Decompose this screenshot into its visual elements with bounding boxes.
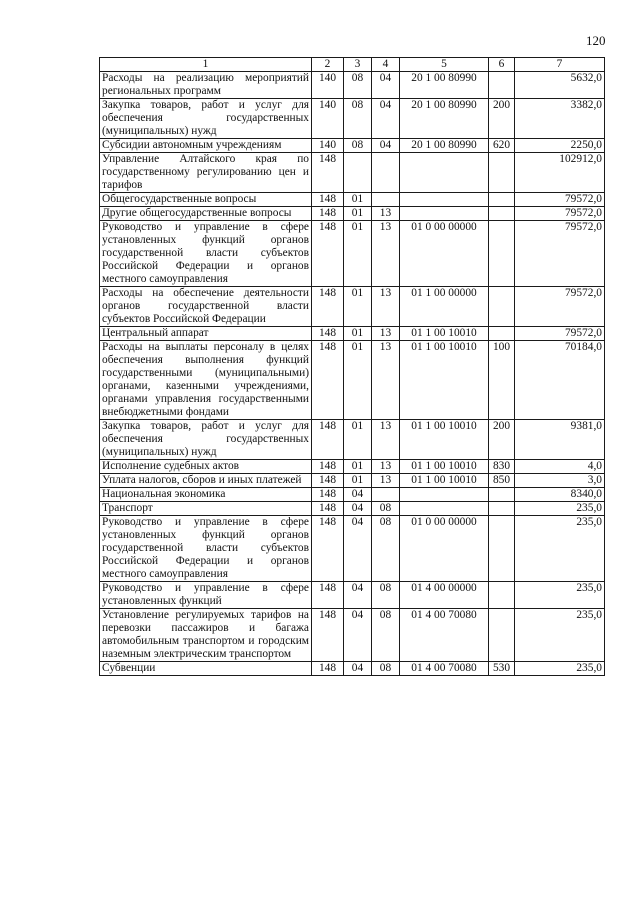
amount: 3,0	[515, 474, 605, 488]
ministry-code: 148	[312, 516, 344, 582]
table-row	[100, 207, 605, 221]
subsection-code	[372, 153, 400, 193]
item-name: Закупка товаров, работ и услуг для обеспечения государственных (муниципальных) нужд	[100, 99, 312, 139]
amount: 79572,0	[515, 221, 605, 287]
item-name: Управление Алтайского края по государственному регулированию цен и тарифов	[100, 153, 312, 193]
item-name: Субвенции	[100, 662, 312, 676]
subsection-code: 04	[372, 99, 400, 139]
page-number: 120	[586, 33, 606, 48]
subsection-code: 08	[372, 502, 400, 516]
column-header: 2	[312, 58, 344, 72]
section-code: 01	[344, 474, 372, 488]
target-article-code: 01 1 00 10010	[400, 420, 489, 460]
item-name: Расходы на обеспечение деятельности органов государственной власти субъектов Российской Федерации	[100, 287, 312, 327]
item-name: Субсидии автономным учреждениям	[100, 139, 312, 153]
ministry-code: 148	[312, 153, 344, 193]
ministry-code: 148	[312, 488, 344, 502]
table-row	[100, 609, 605, 662]
table-row	[100, 502, 605, 516]
table-row	[100, 327, 605, 341]
target-article-code: 20 1 00 80990	[400, 72, 489, 99]
table-row	[100, 516, 605, 582]
column-header: 1	[100, 58, 312, 72]
table-row	[100, 153, 605, 193]
table-row	[100, 420, 605, 460]
expense-type-code	[489, 72, 515, 99]
expense-type-code	[489, 609, 515, 662]
target-article-code	[400, 207, 489, 221]
section-code: 08	[344, 72, 372, 99]
amount: 235,0	[515, 516, 605, 582]
subsection-code: 08	[372, 609, 400, 662]
table-row	[100, 488, 605, 502]
target-article-code	[400, 193, 489, 207]
expense-type-code	[489, 516, 515, 582]
ministry-code: 148	[312, 193, 344, 207]
table-body	[100, 72, 605, 676]
amount: 79572,0	[515, 287, 605, 327]
ministry-code: 140	[312, 72, 344, 99]
subsection-code: 13	[372, 341, 400, 420]
amount: 9381,0	[515, 420, 605, 460]
target-article-code: 20 1 00 80990	[400, 139, 489, 153]
table-row	[100, 662, 605, 676]
expense-type-code	[489, 327, 515, 341]
budget-table	[99, 57, 605, 676]
subsection-code	[372, 488, 400, 502]
amount: 5632,0	[515, 72, 605, 99]
expense-type-code	[489, 207, 515, 221]
subsection-code: 08	[372, 582, 400, 609]
target-article-code: 01 1 00 10010	[400, 327, 489, 341]
item-name: Расходы на выплаты персоналу в целях обеспечения выполнения функций государственными (муниципальными) органами, казенными учреждениями, органами управления государственными внебюджетными фондами	[100, 341, 312, 420]
item-name: Расходы на реализацию мероприятий региональных программ	[100, 72, 312, 99]
section-code: 01	[344, 460, 372, 474]
ministry-code: 140	[312, 99, 344, 139]
section-code: 01	[344, 221, 372, 287]
target-article-code: 01 0 00 00000	[400, 221, 489, 287]
column-header: 5	[400, 58, 489, 72]
section-code	[344, 153, 372, 193]
amount: 102912,0	[515, 153, 605, 193]
expense-type-code: 620	[489, 139, 515, 153]
ministry-code: 148	[312, 287, 344, 327]
expense-type-code	[489, 193, 515, 207]
subsection-code: 13	[372, 474, 400, 488]
target-article-code	[400, 153, 489, 193]
ministry-code: 148	[312, 609, 344, 662]
expense-type-code	[489, 502, 515, 516]
table-row	[100, 99, 605, 139]
header-row	[100, 58, 605, 72]
column-header: 3	[344, 58, 372, 72]
expense-type-code	[489, 221, 515, 287]
amount: 235,0	[515, 662, 605, 676]
expense-type-code: 850	[489, 474, 515, 488]
amount: 79572,0	[515, 207, 605, 221]
target-article-code: 01 1 00 00000	[400, 287, 489, 327]
expense-type-code: 200	[489, 420, 515, 460]
item-name: Национальная экономика	[100, 488, 312, 502]
amount: 79572,0	[515, 327, 605, 341]
target-article-code	[400, 488, 489, 502]
column-header: 6	[489, 58, 515, 72]
target-article-code	[400, 502, 489, 516]
subsection-code	[372, 193, 400, 207]
item-name: Руководство и управление в сфере установленных функций органов государственной власти субъектов Российской Федерации и органов местного самоуправления	[100, 516, 312, 582]
amount: 235,0	[515, 609, 605, 662]
column-header: 4	[372, 58, 400, 72]
expense-type-code	[489, 582, 515, 609]
section-code: 01	[344, 327, 372, 341]
section-code: 04	[344, 502, 372, 516]
amount: 235,0	[515, 582, 605, 609]
target-article-code: 01 1 00 10010	[400, 474, 489, 488]
section-code: 04	[344, 516, 372, 582]
expense-type-code	[489, 488, 515, 502]
target-article-code: 01 0 00 00000	[400, 516, 489, 582]
subsection-code: 13	[372, 460, 400, 474]
subsection-code: 13	[372, 287, 400, 327]
expense-type-code: 530	[489, 662, 515, 676]
amount: 79572,0	[515, 193, 605, 207]
target-article-code: 01 1 00 10010	[400, 460, 489, 474]
amount: 8340,0	[515, 488, 605, 502]
subsection-code: 04	[372, 72, 400, 99]
item-name: Закупка товаров, работ и услуг для обеспечения государственных (муниципальных) нужд	[100, 420, 312, 460]
amount: 2250,0	[515, 139, 605, 153]
table-row	[100, 193, 605, 207]
table-row	[100, 341, 605, 420]
target-article-code: 20 1 00 80990	[400, 99, 489, 139]
section-code: 01	[344, 341, 372, 420]
section-code: 08	[344, 139, 372, 153]
item-name: Транспорт	[100, 502, 312, 516]
ministry-code: 148	[312, 460, 344, 474]
section-code: 04	[344, 582, 372, 609]
target-article-code: 01 4 00 70080	[400, 609, 489, 662]
expense-type-code	[489, 153, 515, 193]
section-code: 01	[344, 207, 372, 221]
ministry-code: 148	[312, 207, 344, 221]
item-name: Другие общегосударственные вопросы	[100, 207, 312, 221]
item-name: Уплата налогов, сборов и иных платежей	[100, 474, 312, 488]
item-name: Исполнение судебных актов	[100, 460, 312, 474]
expense-type-code: 100	[489, 341, 515, 420]
subsection-code: 08	[372, 516, 400, 582]
subsection-code: 13	[372, 207, 400, 221]
table-row	[100, 221, 605, 287]
section-code: 01	[344, 193, 372, 207]
subsection-code: 13	[372, 420, 400, 460]
column-header: 7	[515, 58, 605, 72]
ministry-code: 148	[312, 474, 344, 488]
ministry-code: 148	[312, 221, 344, 287]
table-row	[100, 139, 605, 153]
section-code: 01	[344, 287, 372, 327]
expense-type-code: 200	[489, 99, 515, 139]
table-row	[100, 582, 605, 609]
target-article-code: 01 1 00 10010	[400, 341, 489, 420]
item-name: Общегосударственные вопросы	[100, 193, 312, 207]
target-article-code: 01 4 00 70080	[400, 662, 489, 676]
section-code: 04	[344, 662, 372, 676]
subsection-code: 04	[372, 139, 400, 153]
item-name: Центральный аппарат	[100, 327, 312, 341]
table-row	[100, 460, 605, 474]
ministry-code: 148	[312, 327, 344, 341]
table-row	[100, 72, 605, 99]
target-article-code: 01 4 00 00000	[400, 582, 489, 609]
expense-type-code	[489, 287, 515, 327]
section-code: 01	[344, 420, 372, 460]
table-row	[100, 287, 605, 327]
amount: 70184,0	[515, 341, 605, 420]
ministry-code: 148	[312, 502, 344, 516]
ministry-code: 148	[312, 582, 344, 609]
item-name: Руководство и управление в сфере установленных функций	[100, 582, 312, 609]
expense-type-code: 830	[489, 460, 515, 474]
subsection-code: 08	[372, 662, 400, 676]
amount: 235,0	[515, 502, 605, 516]
ministry-code: 148	[312, 662, 344, 676]
section-code: 08	[344, 99, 372, 139]
ministry-code: 148	[312, 420, 344, 460]
amount: 3382,0	[515, 99, 605, 139]
item-name: Руководство и управление в сфере установленных функций органов государственной власти субъектов Российской Федерации и органов местного самоуправления	[100, 221, 312, 287]
subsection-code: 13	[372, 327, 400, 341]
table-row	[100, 474, 605, 488]
ministry-code: 148	[312, 341, 344, 420]
item-name: Установление регулируемых тарифов на перевозки пассажиров и багажа автомобильным транспортом и городским наземным электрическим транспортом	[100, 609, 312, 662]
amount: 4,0	[515, 460, 605, 474]
subsection-code: 13	[372, 221, 400, 287]
ministry-code: 140	[312, 139, 344, 153]
section-code: 04	[344, 488, 372, 502]
section-code: 04	[344, 609, 372, 662]
